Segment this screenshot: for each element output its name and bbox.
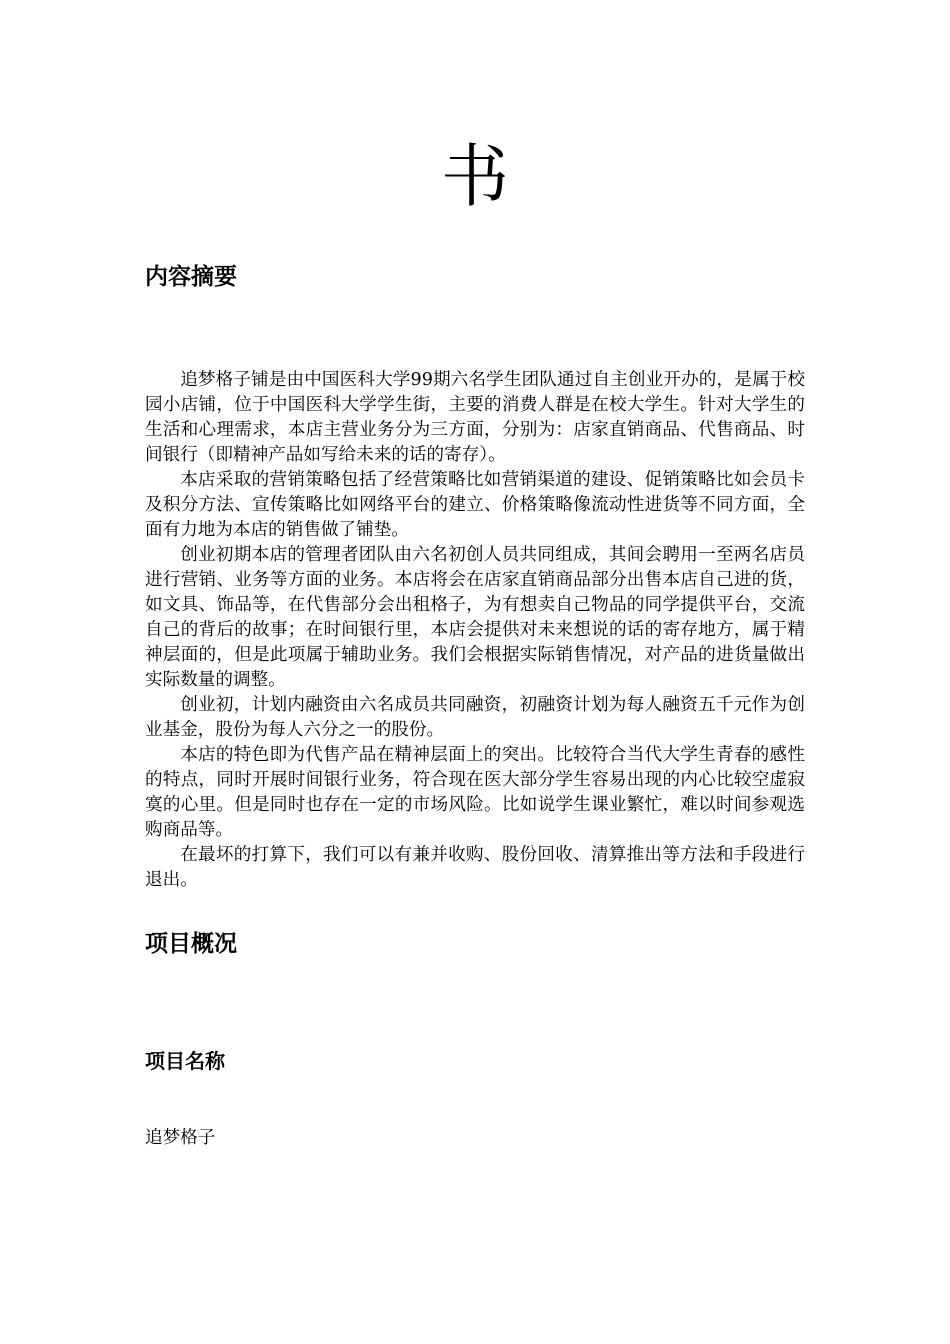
overview-heading: 项目概况 [145, 931, 237, 957]
summary-paragraph: 在最坏的打算下，我们可以有兼并收购、股份回收、清算推出等方法和手段进行退出。 [145, 845, 805, 890]
project-name-value: 追梦格子 [145, 1128, 216, 1148]
title-character: 书 [440, 138, 509, 217]
summary-paragraph: 创业初，计划内融资由六名成员共同融资，初融资计划为每人融资五千元作为创业基金，股份为每人六分之一的股份。 [145, 695, 805, 740]
summary-paragraph: 追梦格子铺是由中国医科大学99期六名学生团队通过自主创业开办的，是属于校园小店铺，位于中国医科大学学生街，主要的消费人群是在校大学生。针对大学生的生活和心理需求，本店主营业务分为三方面，分别为：店家直销商品、代售商品、时间银行（即精神产品如写给未来的话的寄存）。 [145, 370, 805, 465]
project-name-heading: 项目名称 [145, 1049, 225, 1073]
summary-paragraph: 本店的特色即为代售产品在精神层面上的突出。比较符合当代大学生青春的感性的特点，同时开展时间银行业务，符合现在医大部分学生容易出现的内心比较空虚寂寞的心里。但是同时也存在一定的市场风险。比如说学生课业繁忙，难以时间参观选购商品等。 [145, 745, 805, 840]
summary-paragraph: 本店采取的营销策略包括了经营策略比如营销渠道的建设、促销策略比如会员卡及积分方法、宣传策略比如网络平台的建立、价格策略像流动性进货等不同方面，全面有力地为本店的销售做了铺垫。 [145, 470, 805, 540]
summary-heading: 内容摘要 [145, 264, 237, 290]
summary-paragraph: 创业初期本店的管理者团队由六名初创人员共同组成，其间会聘用一至两名店员进行营销、业务等方面的业务。本店将会在店家直销商品部分出售本店自己进的货，如文具、饰品等，在代售部分会出租格子，为有想卖自己物品的同学提供平台，交流自己的背后的故事；在时间银行里，本店会提供对未来想说的话的寄存地方，属于精神层面的，但是此项属于辅助业务。我们会根据实际销售情况，对产品的进货量做出实际数量的调整。 [145, 545, 805, 690]
summary-body [145, 368, 805, 893]
